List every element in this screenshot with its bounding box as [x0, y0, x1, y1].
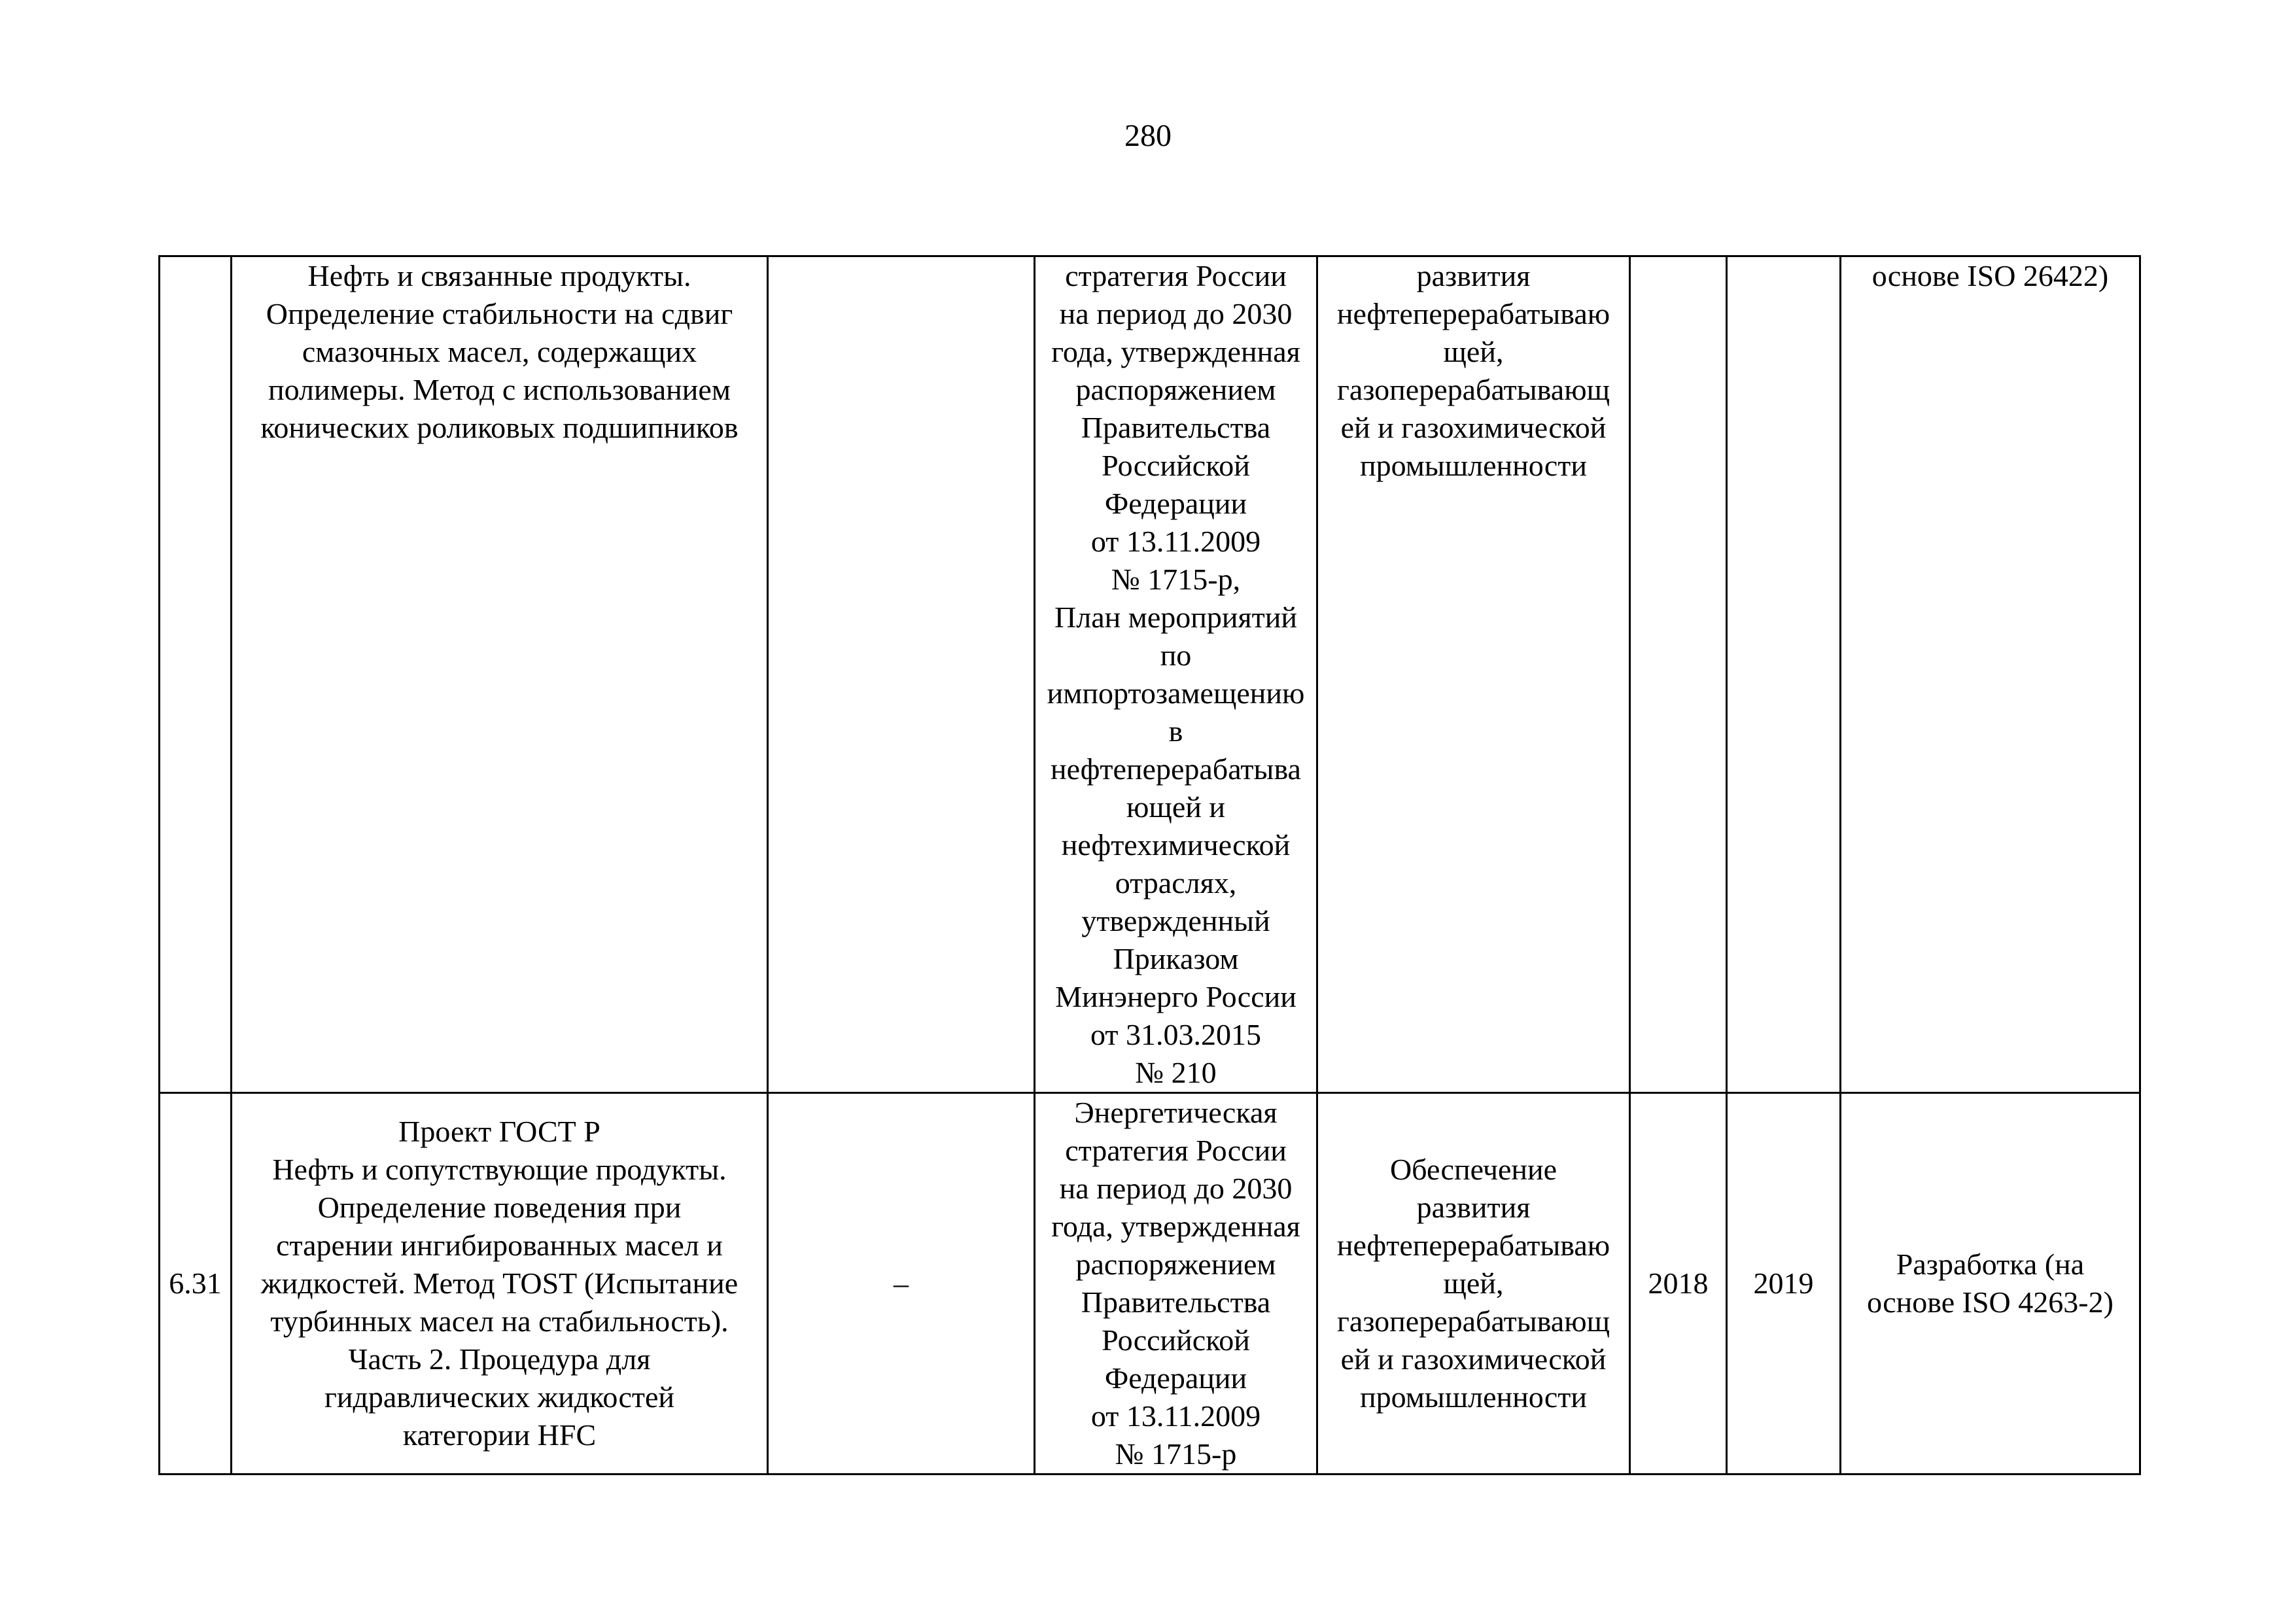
table-row	[160, 1093, 2140, 1475]
title-cell: Нефть и связанные продукты. Определение стабильности на сдвиг смазочных масел, содержащих полимеры. Метод с использованием конических роликовых подшипников	[232, 256, 768, 1093]
page-number: 280	[1124, 118, 1172, 153]
code-cell: –	[768, 1093, 1035, 1475]
start-year-cell	[1630, 256, 1727, 1093]
basis-document-cell: Энергетическая стратегия России на период до 2030 года, утвержденная распоряжением Правительства Российской Федерации от 13.11.2009 № 1715-р	[1035, 1093, 1317, 1475]
row-number-cell: 6.31	[160, 1093, 232, 1475]
end-year-cell	[1727, 256, 1841, 1093]
purpose-cell: развития нефтеперерабатываю щей, газоперерабатывающ ей и газохимической промышленности	[1317, 256, 1630, 1093]
basis-document-cell: стратегия России на период до 2030 года, утвержденная распоряжением Правительства Российской Федерации от 13.11.2009 № 1715-р, План мероприятий по импортозамещению в нефтеперерабатыва ющей и нефтехимической отраслях, утвержденный Приказом Минэнерго России от 31.03.2015 № 210	[1035, 256, 1317, 1093]
standards-table	[158, 255, 2141, 1475]
end-year-cell: 2019	[1727, 1093, 1841, 1475]
start-year-cell: 2018	[1630, 1093, 1727, 1475]
title-cell: Проект ГОСТ Р Нефть и сопутствующие продукты. Определение поведения при старении ингибированных масел и жидкостей. Метод TOST (Испытание турбинных масел на стабильность). Часть 2. Процедура для гидравлических жидкостей категории HFC	[232, 1093, 768, 1475]
note-cell: основе ISO 26422)	[1841, 256, 2140, 1093]
row-number-cell	[160, 256, 232, 1093]
purpose-cell: Обеспечение развития нефтеперерабатываю щей, газоперерабатывающ ей и газохимической промышленности	[1317, 1093, 1630, 1475]
note-cell: Разработка (на основе ISO 4263-2)	[1841, 1093, 2140, 1475]
code-cell	[768, 256, 1035, 1093]
table-row	[160, 256, 2140, 1093]
